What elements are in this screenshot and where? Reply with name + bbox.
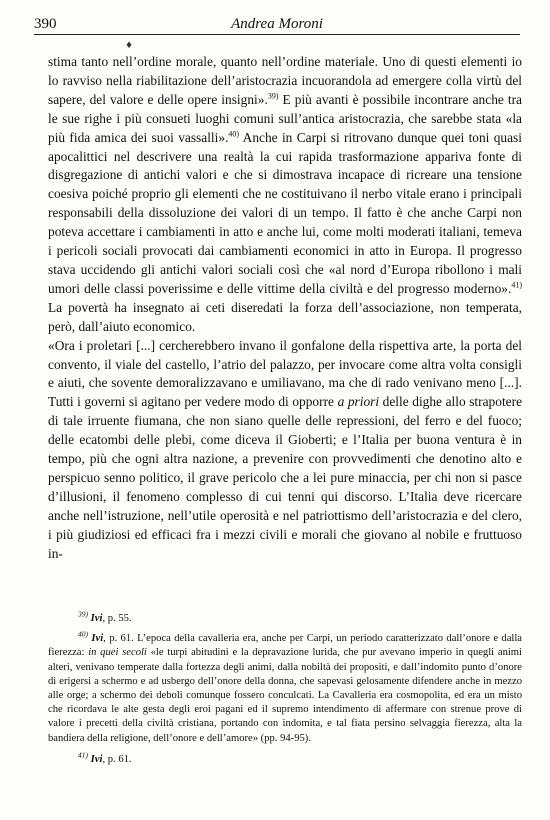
footnote-number: 39) (78, 609, 88, 619)
ivi-label: Ivi (90, 613, 103, 624)
ivi-label: Ivi (90, 753, 103, 765)
footnote-ref-39[interactable]: 39) (267, 91, 279, 101)
running-head-author: Andrea Moroni (231, 16, 323, 32)
footnote-40 (48, 629, 522, 746)
footnote-text: , p. 61. (102, 753, 132, 765)
footnote-39 (48, 609, 522, 626)
text-span: delle dighe allo strapotere di tale irruente fiumana, che non siano quelle delle repressioni, del ferro e del fuoco; delle ecatombi delle plebi, come diceva il Gioberti; e l’Italia per buona ventura è in tempo, più che ogni altra nazione, a prevenire con provvedimenti che denotino alto e perspicuo senno politico, il grave pericolo che a lei pure minaccia, per chi non si pasce d’illusioni, il fenomeno complesso di cui tenni qui discorso. L’Italia deve ricercare anche nell’istruzione, nell’utile operosità e nel patriottismo dell’aristocrazia e del clero, i più giudiziosi ed efficaci fra i mezzi civili e morali che giovano al nobile e fruttuoso in- (48, 394, 523, 561)
paragraph-quotation (48, 337, 522, 564)
footnote-text: , p. 55. (102, 613, 132, 624)
text-span: E più avanti è possibile incontrare anche tra le sue righe i più consueti luoghi comuni sull’antica aristocrazia, che sarebbe stata «la più fida amica dei suoi vassalli». (48, 91, 522, 145)
main-text (48, 53, 522, 563)
paragraph (48, 53, 522, 337)
italic-phrase: a priori (337, 394, 380, 410)
footnotes (48, 609, 522, 774)
footnote-41 (48, 750, 522, 767)
footnote-ref-41[interactable]: 41) (511, 280, 522, 290)
italic-phrase: in quei secoli (88, 647, 147, 659)
footnote-text: , p. 61. L’epoca della cavalleria era, anche per Carpi, un periodo caratterizzato dall’onore e dalla fierezza: (48, 633, 522, 659)
text-span: stima tanto nell’ordine morale, quanto nell’ordine materiale. Uno di questi elementi io lo ravviso nella riabilitazione dell’aristocrazia incuorandola ad emergere colla virtù del sapere, del valore e delle opere insigni». (48, 54, 522, 107)
text-span: La povertà ha insegnato ai ceti diseredati la forza dell’associazione, non temperata, però, dall’aiuto economico. (48, 299, 522, 334)
text-span: «Ora i proletari [...] cercherebbero invano il gonfalone della rispettiva arte, la porta del convento, il viale del castello, l’atrio del palazzo, per invocare come altra volta consigli e aiuti, che sovente demoralizzavano e umiliavano, ma che di rado venivano meno [...]. Tutti i governi si agitano per vedere modo di opporre (48, 337, 522, 410)
footnote-number: 41) (78, 750, 88, 760)
text-span: Anche in Carpi si ritrovano dunque quei toni quasi apocalittici nel descrivere una realtà la cui rapida trasformazione appariva fonte di disgregazione di antichi valori e che si dimostrava incapace di ricreare una tensione coesiva poiché proprio gli elementi che ne costituivano il nerbo vitale erano i principali responsabili della dissoluzione dei valori di un tempo. Il fatto è che anche Carpi non poteva accettare i cambiamenti in atto e anche lui, come molti moderati italiani, temeva i pericoli sociali provocati dai cambiamenti economici in atto in Europa. Il progresso stava uccidendo gli antichi valori sociali così che «al nord d’Europa ribollono i mali umori delle classi poverissime e delle vittime della civiltà e del progresso moderno». (48, 129, 522, 296)
ivi-label: Ivi (91, 633, 104, 645)
ornament-mark: ♦ (125, 41, 134, 51)
page-header (34, 14, 520, 35)
footnote-ref-40[interactable]: 40) (228, 129, 240, 139)
footnote-number: 40) (78, 629, 88, 639)
footnote-text: «le turpi abitudini e la depravazione lurida, che pur avevano imperio in quegli animi alteri, venivano temperate dalla fortezza degli animi, dalla nobiltà dei propositi, e dall’indomito punto d’onore di erigersi a schermo e ad usbergo dell’onore della donna, che sapevasi gelosamente difendere anche in mezzo alle orge; a schermo dei deboli comunque fossero conculcati. La Cavalleria era cosmopolita, ed era un misto che ricordava le alte gesta degli eroi pagani ed il supremo intendimento di affermare con strenue prove di valore i precetti della civiltà cristiana, portando con indomita, e tal fiata persino selvaggia fierezza, alta la bandiera della religione, dell’onore e dell’amore» (pp. 94-95). (48, 647, 522, 744)
page-number: 390 (34, 16, 57, 32)
